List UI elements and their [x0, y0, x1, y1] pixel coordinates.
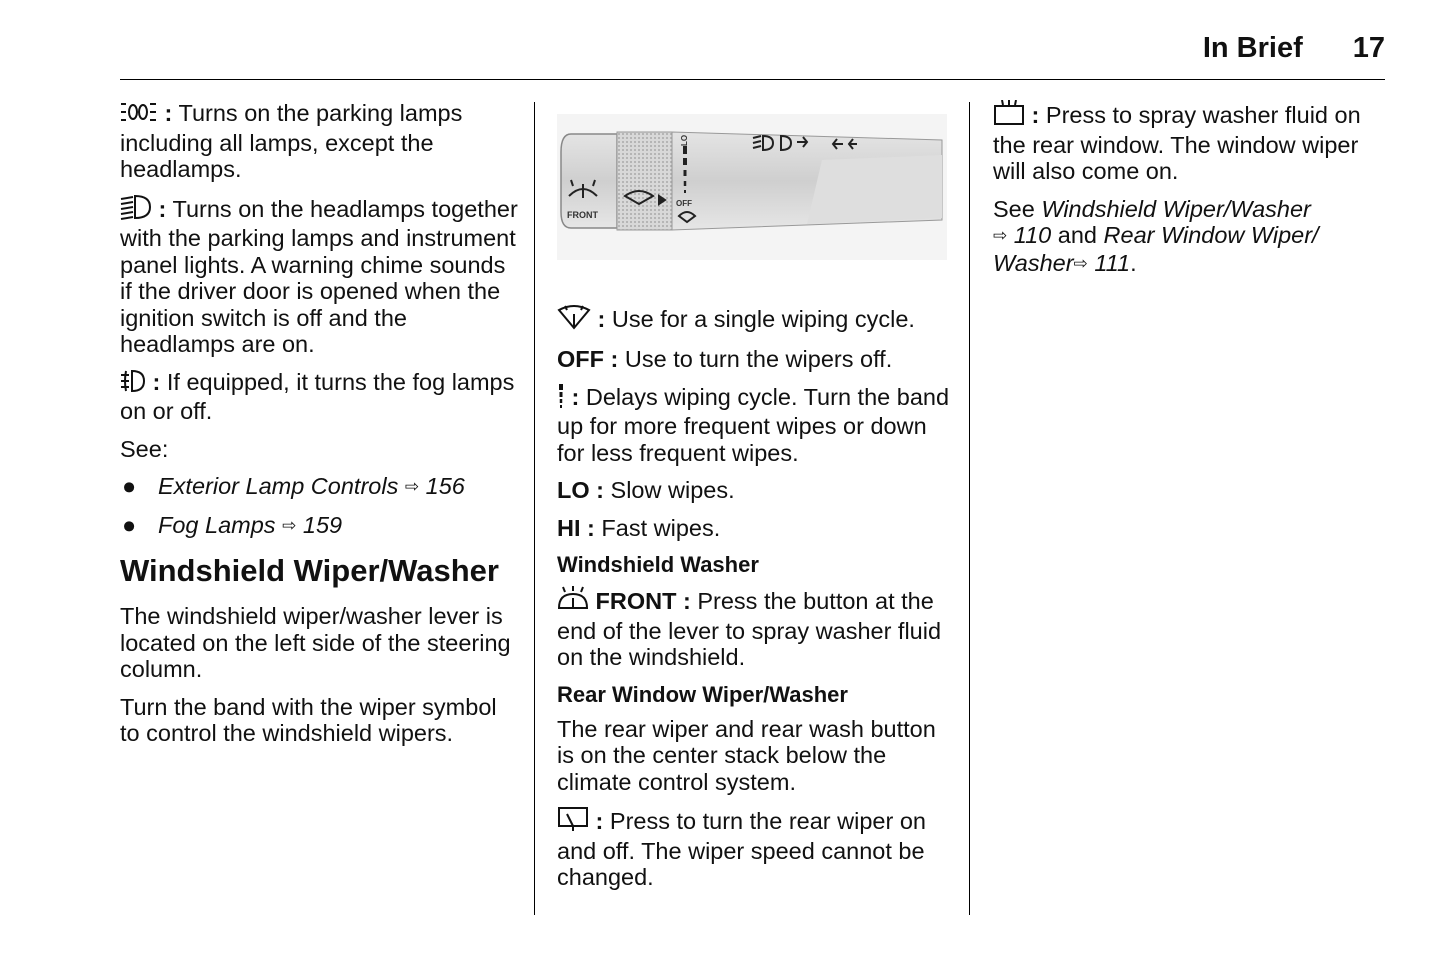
headlamps-icon — [120, 194, 152, 226]
mist-sep: : — [597, 305, 606, 332]
ref-page[interactable]: 111 — [1094, 249, 1131, 276]
off-text: Use to turn the wipers off. — [624, 346, 893, 372]
bullet-icon: ● — [122, 473, 137, 499]
page-header — [1203, 32, 1385, 65]
rear-wiper-icon — [557, 806, 589, 838]
see-item-fog-lamps[interactable] — [120, 512, 520, 540]
lever-lo-label: LO — [680, 134, 689, 146]
fog-lamps-entry — [120, 369, 520, 425]
column-1 — [120, 100, 520, 758]
rear-washer-text: Press to spray washer fluid on the rear window. The window wiper will also come on. — [993, 102, 1361, 184]
rear-wiper-sep: : — [595, 808, 604, 834]
rear-wiper-entry — [557, 806, 952, 891]
ref-title: Exterior Lamp Controls — [158, 473, 399, 499]
parking-sep: : — [164, 100, 173, 126]
off-label: OFF — [557, 346, 604, 372]
lever-front-label: FRONT — [567, 210, 598, 220]
windshield-washer-icon — [557, 586, 589, 618]
column-divider-2 — [969, 102, 970, 915]
hi-label: HI — [557, 514, 581, 541]
rear-wiper-washer-heading: Rear Window Wiper/Washer — [557, 681, 848, 707]
headlamps-text: Turns on the headlamps together with the parking lamps and instrument panel lights. A warning chime sounds if the driver door is opened when the ignition switch is off and the headlamps are on. — [120, 195, 518, 357]
ref-page: 156 — [425, 473, 465, 499]
ref-windshield-wiper[interactable]: Windshield Wiper/Washer — [1041, 195, 1311, 222]
ref-page: 159 — [302, 511, 343, 538]
wiper-band-paragraph: Turn the band with the wiper symbol to control the windshield wipers. — [120, 693, 497, 746]
section-heading: Windshield Wiper/Washer — [120, 553, 499, 588]
parking-lamps-entry — [120, 100, 520, 183]
fog-lamp-icon — [120, 369, 146, 399]
windshield-washer-heading: Windshield Washer — [557, 552, 759, 577]
mist-wiper-icon — [557, 304, 591, 336]
ref-arrow-icon: ⇨ — [1073, 253, 1088, 273]
front-washer-entry — [557, 586, 952, 671]
lo-entry — [557, 477, 952, 504]
delay-sep: : — [571, 383, 580, 410]
and-word: and — [1057, 222, 1097, 248]
ref-rear-window-wiper[interactable]: Rear Window Wiper/ Washer — [993, 222, 1319, 276]
column-3 — [993, 100, 1383, 288]
mist-entry — [557, 304, 952, 336]
rear-washer-entry — [993, 100, 1383, 185]
header-rule — [120, 79, 1385, 80]
column-divider-1 — [534, 102, 535, 915]
lo-text: Slow wipes. — [610, 477, 735, 503]
ref-arrow-icon: ⇨ — [404, 477, 420, 496]
rear-wiper-text: Press to turn the rear wiper on and off. The wiper speed cannot be changed. — [557, 808, 926, 890]
ref-page[interactable]: 110 — [1013, 222, 1052, 248]
rear-location-paragraph: The rear wiper and rear wash button is on the center stack below the climate control system. — [557, 715, 936, 795]
bullet-icon: ● — [122, 511, 137, 538]
parking-text: Turns on the parking lamps including all lamps, except the headlamps. — [120, 100, 463, 182]
ref-title: Fog Lamps — [158, 511, 276, 538]
ref-arrow-icon: ⇨ — [282, 515, 297, 535]
section-title: In Brief — [1202, 32, 1303, 64]
delay-entry — [557, 384, 952, 467]
off-sep: : — [610, 346, 619, 372]
lo-label: LO — [557, 477, 590, 503]
parking-lamps-icon — [120, 100, 158, 130]
headlamps-entry — [120, 194, 520, 358]
wiper-lever-illustration — [557, 100, 952, 266]
front-label: FRONT — [595, 588, 677, 614]
fog-sep: : — [152, 368, 161, 395]
front-sep: : — [683, 588, 691, 614]
hi-sep: : — [587, 514, 595, 541]
hi-text: Fast wipes. — [601, 514, 721, 541]
ref-arrow-icon: ⇨ — [993, 226, 1008, 245]
rear-washer-icon — [993, 100, 1025, 132]
front-text: Press the button at the end of the lever to spray washer fluid on the windshield. — [557, 588, 942, 670]
delay-bars-icon — [557, 384, 565, 414]
lever-off-label: OFF — [676, 199, 692, 208]
off-entry — [557, 346, 952, 373]
see-item-exterior-lamps[interactable] — [120, 473, 520, 501]
page-number: 17 — [1352, 32, 1385, 64]
delay-text: Delays wiping cycle. Turn the band up for more frequent wipes or down for less frequent wipes. — [557, 383, 950, 466]
see-word: See — [993, 195, 1035, 222]
fog-text: If equipped, it turns the fog lamps on or off. — [120, 368, 515, 424]
see-also-refs — [993, 196, 1383, 278]
headlamps-sep: : — [158, 195, 167, 222]
hi-entry — [557, 515, 952, 542]
see-label: See: — [120, 435, 169, 462]
mist-text: Use for a single wiping cycle. — [611, 305, 915, 332]
rear-washer-sep: : — [1031, 102, 1040, 128]
column-2 — [557, 100, 952, 902]
lo-sep: : — [596, 477, 604, 503]
period: . — [1130, 249, 1137, 276]
wiper-location-paragraph: The windshield wiper/washer lever is located on the left side of the steering column. — [120, 603, 511, 682]
